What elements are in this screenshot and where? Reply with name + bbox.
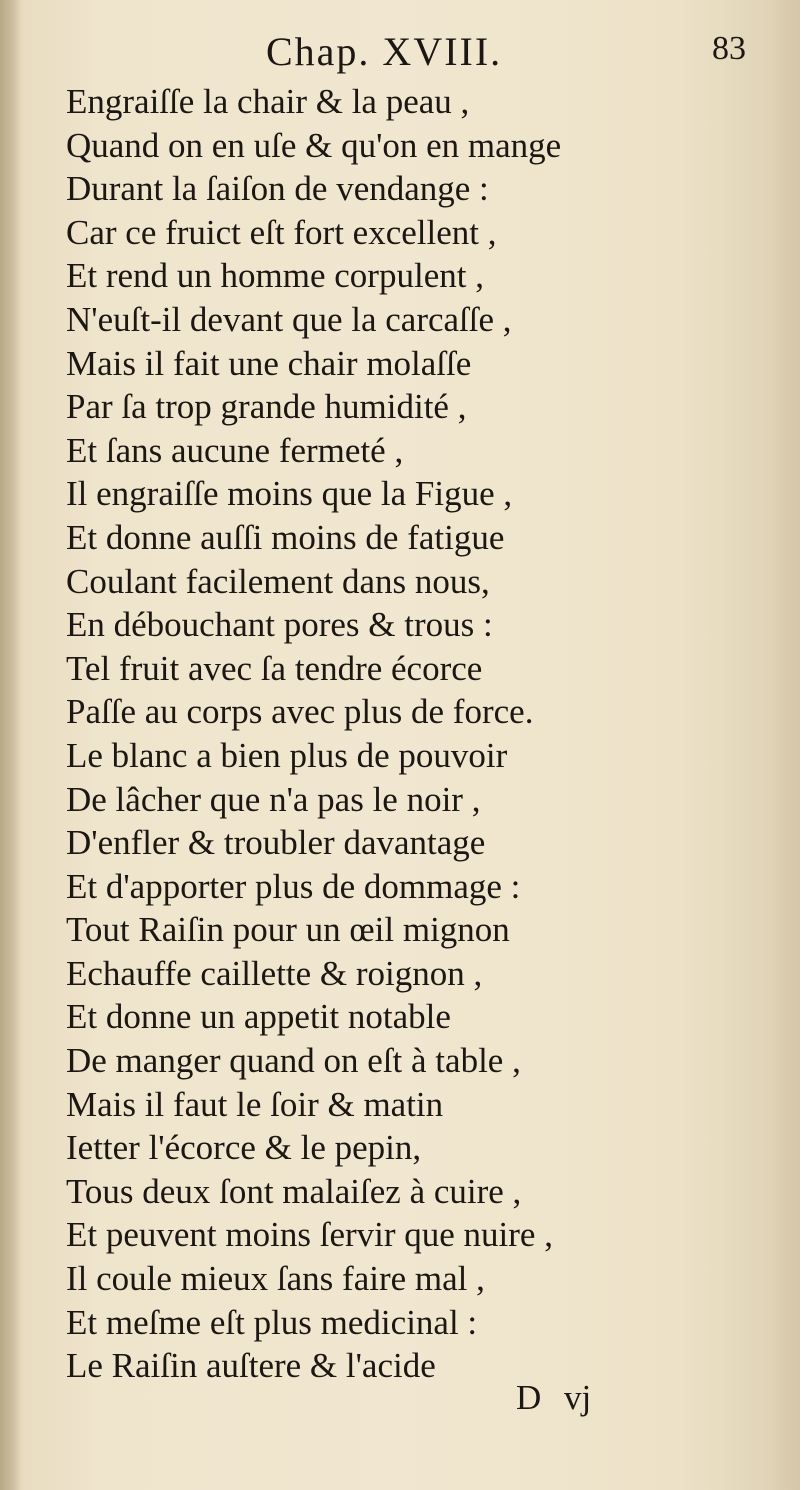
verse-line: Par ſa trop grande humidité ,: [66, 387, 467, 427]
verse-line: D'enfler & troubler davantage: [66, 823, 486, 863]
verse-line: Engraiſſe la chair & la peau ,: [66, 82, 470, 121]
verse-line: Tout Raiſin pour un œil mignon: [66, 910, 510, 950]
verse-line: Tous deux ſont malaiſez à cuire ,: [66, 1171, 522, 1211]
verse-line: Quand on en uſe & qu'on en mange: [66, 125, 562, 165]
page-gutter: [0, 0, 22, 1490]
verse-line: Et rend un homme corpulent ,: [66, 256, 484, 296]
verse-line: Mais il faut le ſoir & matin: [66, 1084, 444, 1124]
verse-line: Et peuvent moins ſervir que nuire ,: [66, 1215, 553, 1255]
verse-line: Tel fruit avec ſa tendre écorce: [66, 648, 483, 688]
verse-line: N'euſt-il devant que la carcaſſe ,: [66, 299, 512, 339]
verse-line: Ietter l'écorce & le pepin,: [66, 1128, 422, 1168]
verse-line: Durant la ſaiſon de vendange :: [66, 169, 489, 209]
page-number: 83: [712, 30, 746, 67]
verse-line: De lâcher que n'a pas le noir ,: [66, 779, 481, 819]
page-edge: [770, 0, 800, 1490]
verse-line: Le Raiſin auſtere & l'acide: [66, 1346, 436, 1386]
verse-line: Et d'apporter plus de dommage :: [66, 866, 521, 906]
verse-line: Echauffe caillette & roignon ,: [66, 953, 483, 993]
chapter-heading: Chap. XVIII.: [266, 29, 503, 74]
verse-line: En débouchant pores & trous :: [66, 605, 493, 645]
verse-line: Coulant facilement dans nous,: [66, 561, 490, 601]
verse-line: Et donne auſſi moins de fatigue: [66, 517, 505, 557]
signature-mark: D vj: [516, 1378, 592, 1417]
verse-line: Paſſe au corps avec plus de force.: [66, 692, 534, 732]
verse-line: Et meſme eſt plus medicinal :: [66, 1302, 478, 1342]
verse-line: Il engraiſſe moins que la Figue ,: [66, 474, 513, 514]
verse-line: Car ce fruict eſt fort excellent ,: [66, 212, 497, 252]
verse-line: De manger quand on eſt à table ,: [66, 1041, 521, 1081]
verse-line: Il coule mieux ſans faire mal ,: [66, 1259, 485, 1299]
verse-block: [66, 80, 766, 1388]
verse-line: Mais il fait une chair molaſſe: [66, 343, 472, 383]
running-header: [0, 24, 800, 74]
verse-line: Et ſans aucune fermeté ,: [66, 430, 404, 470]
verse-line: Et donne un appetit notable: [66, 997, 451, 1037]
verse-line: Le blanc a bien plus de pouvoir: [66, 735, 508, 775]
